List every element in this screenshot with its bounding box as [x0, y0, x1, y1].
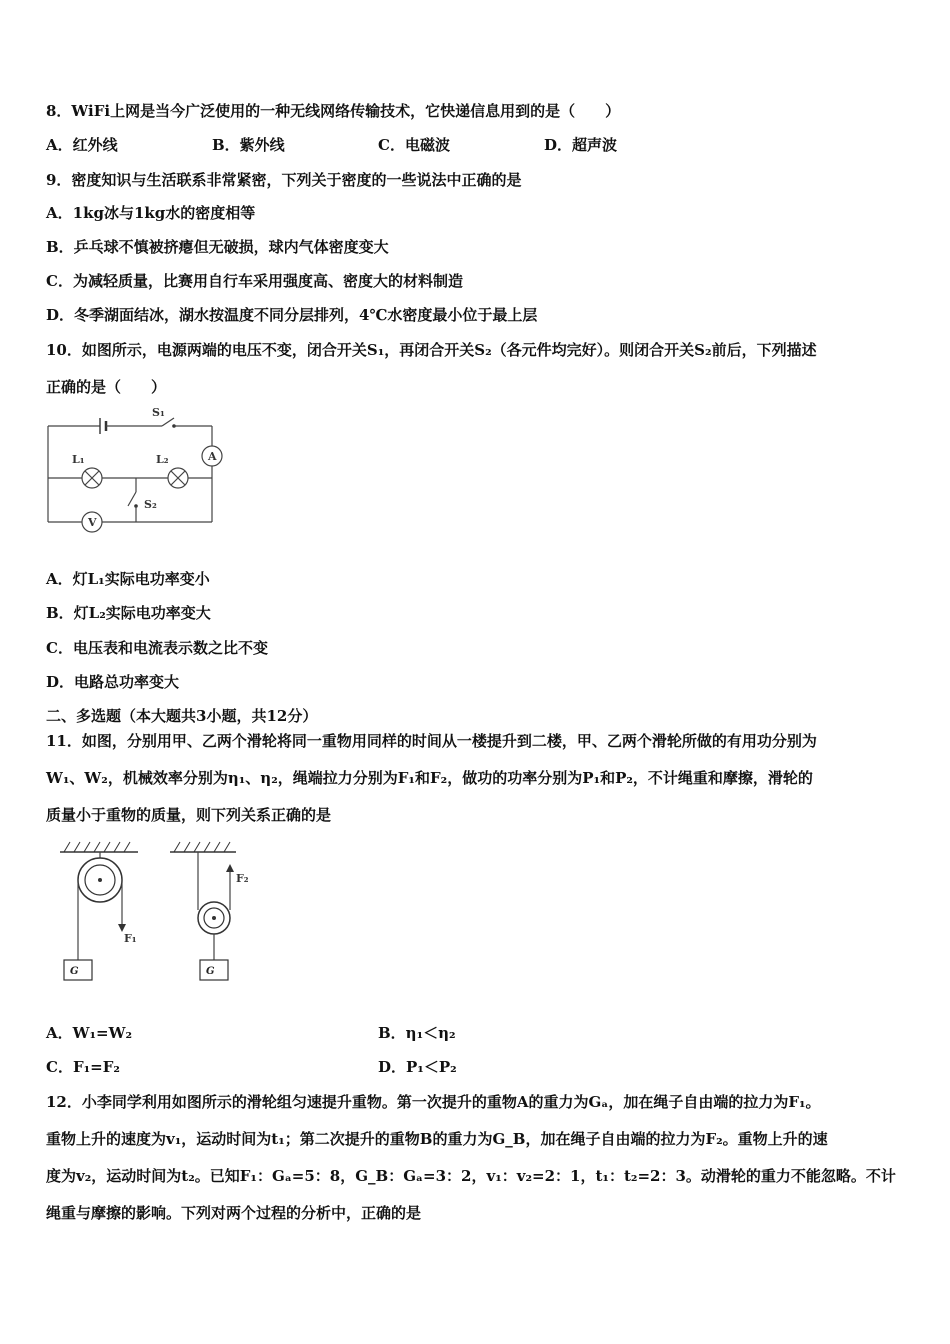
arrow-f1 [118, 924, 126, 932]
q12-line1: 12．小李同学利用如图所示的滑轮组匀速提升重物。第一次提升的重物A的重力为Gₐ，加在绳子自由端的拉力为F₁。 [46, 1093, 821, 1111]
section-title: 二、多选题（本大题共3小题，共12分） [46, 707, 318, 725]
arrow-f2 [226, 864, 234, 872]
label-g1: G [70, 966, 79, 977]
switch-s2-blade [128, 492, 136, 506]
q8-option-a: A．红外线 [46, 136, 118, 154]
label-voltmeter: V [88, 516, 97, 529]
q11-stem-line2: W₁、W₂，机械效率分别为η₁、η₂，绳端拉力分别为F₁和F₂，做功的功率分别为P₁和P₂，不计绳重和摩擦，滑轮的 [46, 769, 813, 787]
label-s1: S₁ [152, 406, 165, 419]
label-l2: L₂ [156, 453, 169, 466]
label-s2: S₂ [144, 498, 157, 511]
q9-option-c: C．为减轻质量，比赛用自行车采用强度高、密度大的材料制造 [46, 272, 463, 290]
q11-stem-line3: 质量小于重物的质量，则下列关系正确的是 [46, 806, 332, 824]
label-g2: G [206, 966, 215, 977]
circuit-diagram [44, 408, 244, 548]
q9-option-a: A．1kg冰与1kg水的密度相等 [46, 204, 256, 222]
q8-stem: 8．WiFi上网是当今广泛使用的一种无线网络传输技术，它快递信息用到的是（ ） [46, 102, 621, 120]
q10-option-b: B．灯L₂实际电功率变大 [46, 604, 211, 622]
q11-option-b: B．η₁＜η₂ [378, 1024, 456, 1042]
switch-s1-blade [162, 418, 174, 426]
label-ammeter: A [208, 450, 217, 463]
label-f2: F₂ [236, 872, 249, 885]
q8-option-c: C．电磁波 [378, 136, 450, 154]
q12-line3: 度为v₂，运动时间为t₂。已知F₁：Gₐ=5：8，G_B：Gₐ=3：2，v₁：v₂=2：1，t₁：t₂=2：3。动滑轮的重力不能忽略。不计 [46, 1167, 896, 1185]
label-l1: L₁ [72, 453, 85, 466]
q10-stem-line1: 10．如图所示，电源两端的电压不变，闭合开关S₁，再闭合开关S₂（各元件均完好）。则闭合开关S₂前后，下列描述 [46, 341, 817, 359]
q12-line2: 重物上升的速度为v₁，运动时间为t₁；第二次提升的重物B的重力为G_B，加在绳子自由端的拉力为F₂。重物上升的速 [46, 1130, 828, 1148]
q10-option-d: D．电路总功率变大 [46, 673, 180, 691]
q12-line4: 绳重与摩擦的影响。下列对两个过程的分析中，正确的是 [46, 1204, 422, 1222]
q10-stem-line2: 正确的是（ ） [46, 378, 167, 396]
q11-option-d: D．P₁＜P₂ [378, 1058, 457, 1076]
q9-option-d: D．冬季湖面结冰，湖水按温度不同分层排列，4℃水密度最小位于最上层 [46, 306, 538, 324]
q11-stem-line1: 11．如图，分别用甲、乙两个滑轮将同一重物用同样的时间从一楼提升到二楼，甲、乙两个滑轮所做的有用功分别为 [46, 732, 817, 750]
q9-option-b: B．乒乓球不慎被挤瘪但无破损，球内气体密度变大 [46, 238, 389, 256]
q11-option-a: A．W₁=W₂ [46, 1024, 133, 1042]
q8-option-b: B．紫外线 [212, 136, 285, 154]
q10-option-a: A．灯L₁实际电功率变小 [46, 570, 210, 588]
q10-option-c: C．电压表和电流表示数之比不变 [46, 639, 268, 657]
q11-option-c: C．F₁=F₂ [46, 1058, 120, 1076]
q8-option-d: D．超声波 [544, 136, 618, 154]
pulley-diagram [58, 838, 258, 988]
label-f1: F₁ [124, 932, 137, 945]
q9-stem: 9．密度知识与生活联系非常紧密，下列关于密度的一些说法中正确的是 [46, 171, 522, 189]
